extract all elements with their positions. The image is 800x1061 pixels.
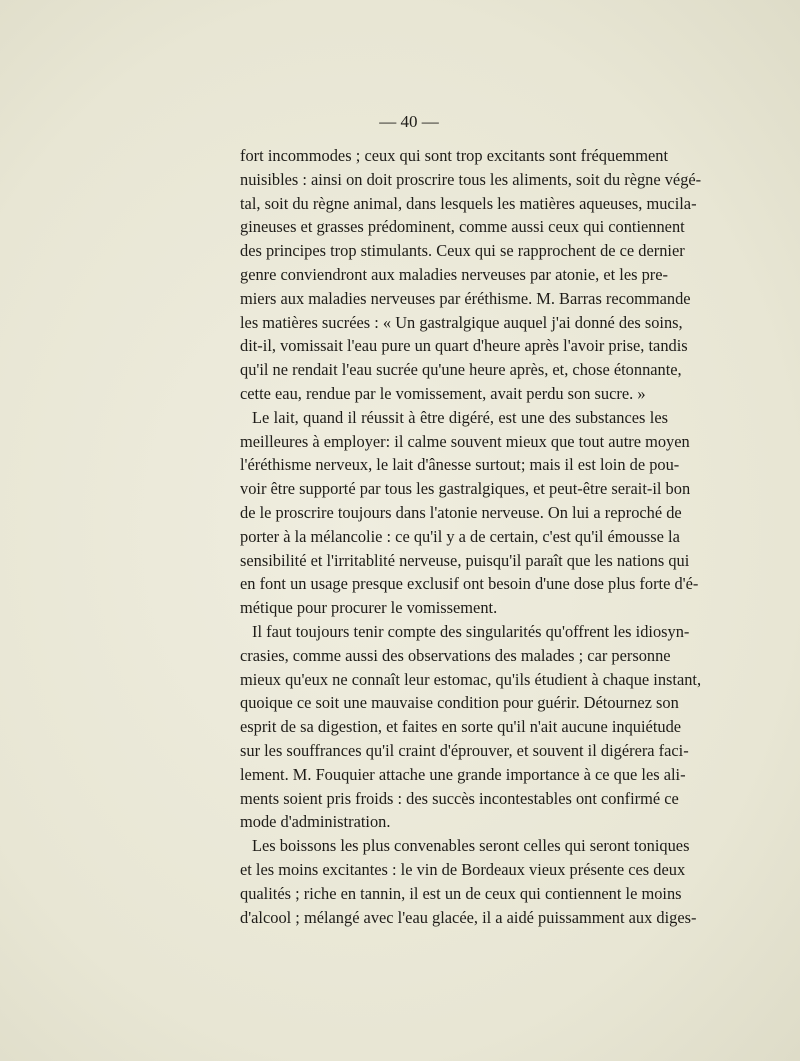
paragraph	[240, 406, 699, 620]
page-number: — 40 —	[379, 112, 439, 131]
text-line: dit-il, vomissait l'eau pure un quart d'heure après l'avoir prise, tandis	[240, 336, 688, 356]
text-line: porter à la mélancolie : ce qu'il y a de certain, c'est qu'il émousse la	[240, 526, 680, 546]
text-line: lement. M. Fouquier attache une grande importance à ce que les ali-	[240, 764, 686, 784]
text-line: Les boissons les plus convenables seront celles qui seront toniques	[252, 836, 690, 856]
text-line: et les moins excitantes : le vin de Bordeaux vieux présente ces deux	[240, 859, 686, 879]
text-line: crasies, comme aussi des observations des malades ; car personne	[240, 645, 671, 665]
paragraph	[240, 144, 702, 406]
text-line: quoique ce soit une mauvaise condition pour guérir. Détournez son	[240, 693, 679, 713]
text-line: genre conviendront aux maladies nerveuses par atonie, et les pre-	[240, 264, 668, 284]
text-line: mieux qu'eux ne connaît leur estomac, qu'ils étudient à chaque instant,	[240, 669, 702, 689]
text-line: qualités ; riche en tannin, il est un de ceux qui contiennent le moins	[240, 883, 682, 903]
text-line: fort incommodes ; ceux qui sont trop excitants sont fréquemment	[240, 146, 668, 165]
text-line: ments soient pris froids : des succès incontestables ont confirmé ce	[240, 788, 679, 808]
text-line: de le proscrire toujours dans l'atonie nerveuse. On lui a reproché de	[240, 502, 682, 522]
text-line: meilleures à employer: il calme souvent mieux que tout autre moyen	[240, 431, 690, 451]
text-line: cette eau, rendue par le vomissement, avait perdu son sucre. »	[240, 383, 646, 403]
text-line: Il faut toujours tenir compte des singularités qu'offrent les idiosyn-	[252, 621, 690, 641]
text-line: Le lait, quand il réussit à être digéré, est une des substances les	[252, 407, 668, 427]
page-body	[240, 144, 702, 929]
paragraph	[240, 834, 697, 929]
text-line: l'éréthisme nerveux, le lait d'ânesse surtout; mais il est loin de pou-	[240, 455, 680, 475]
paragraph	[240, 620, 702, 834]
text-line: d'alcool ; mélangé avec l'eau glacée, il a aidé puissamment aux diges-	[240, 907, 697, 927]
text-line: sensibilité et l'irritablité nerveuse, puisqu'il paraît que les nations qui	[240, 550, 690, 570]
text-line: en font un usage presque exclusif ont besoin d'une dose plus forte d'é-	[240, 574, 699, 594]
text-line: nuisibles : ainsi on doit proscrire tous les aliments, soit du règne végé-	[240, 169, 702, 189]
text-line: mode d'administration.	[240, 812, 391, 832]
text-line: miers aux maladies nerveuses par éréthisme. M. Barras recommande	[240, 288, 691, 308]
text-line: sur les souffrances qu'il craint d'éprouver, et souvent il digérera faci-	[240, 740, 689, 760]
text-line: les matières sucrées : « Un gastralgique auquel j'ai donné des soins,	[240, 312, 683, 332]
text-line: des principes trop stimulants. Ceux qui se rapprochent de ce dernier	[240, 241, 685, 261]
text-line: gineuses et grasses prédominent, comme aussi ceux qui contiennent	[240, 217, 685, 237]
text-line: esprit de sa digestion, et faites en sorte qu'il n'ait aucune inquiétude	[240, 717, 682, 737]
text-line: tal, soit du règne animal, dans lesquels les matières aqueuses, mucila-	[240, 193, 697, 213]
text-line: qu'il ne rendait l'eau sucrée qu'une heure après, et, chose étonnante,	[240, 360, 682, 380]
text-line: voir être supporté par tous les gastralgiques, et peut-être serait-il bon	[240, 479, 691, 499]
text-line: métique pour procurer le vomissement.	[240, 598, 498, 618]
